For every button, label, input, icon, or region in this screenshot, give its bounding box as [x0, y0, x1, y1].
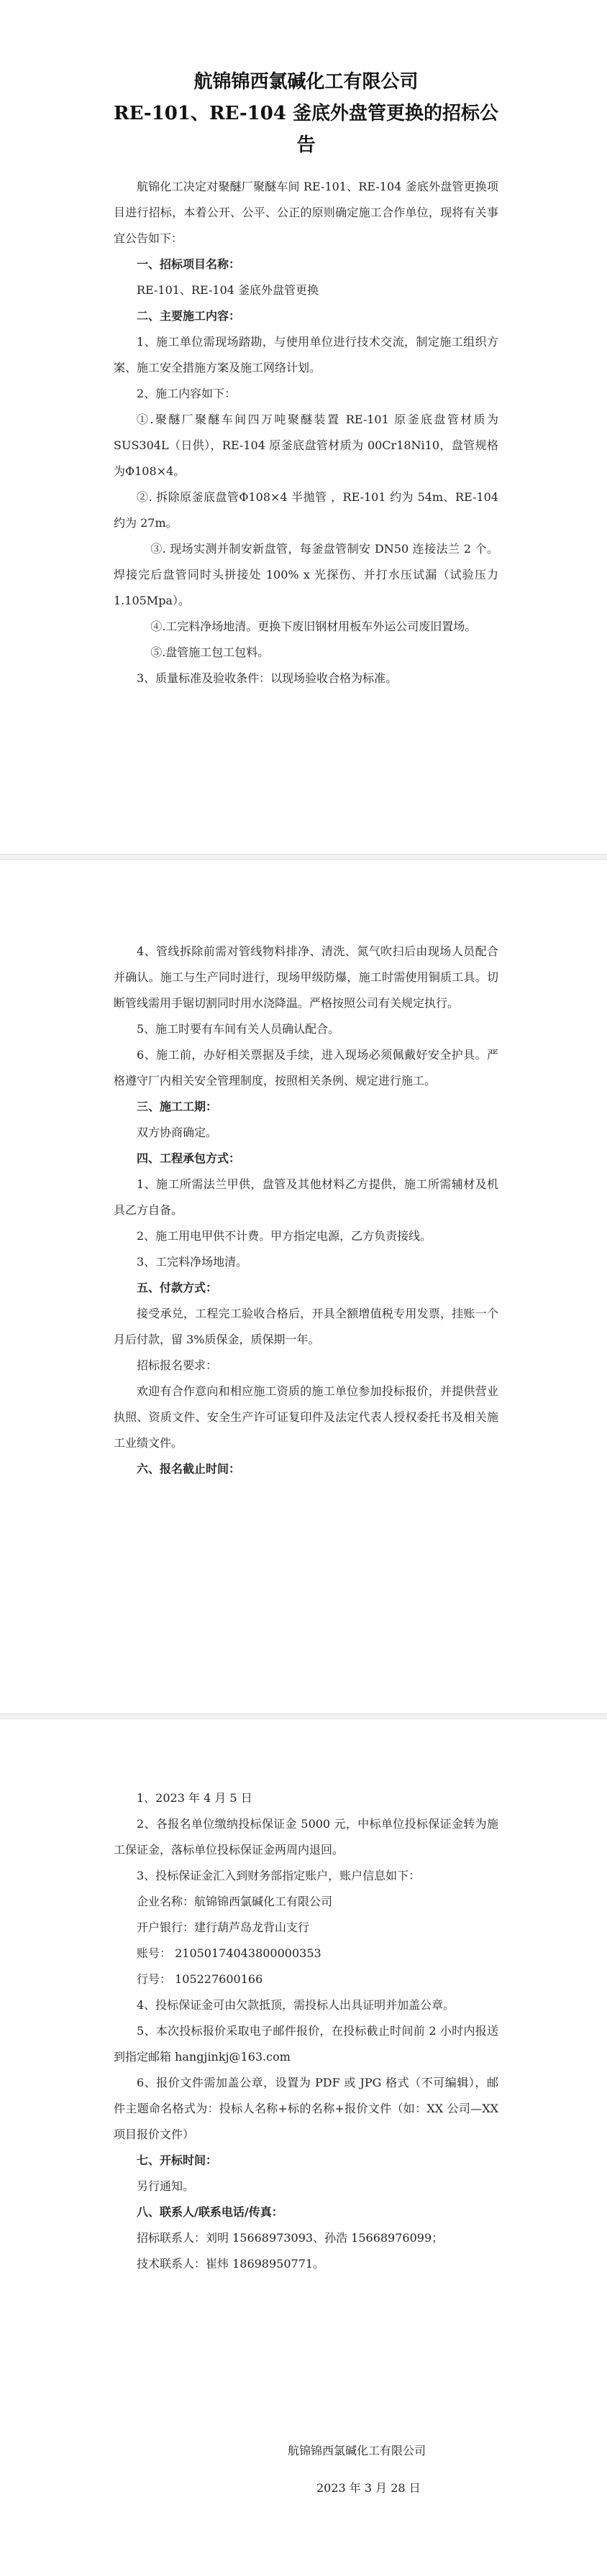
paragraph: 招标报名要求： [137, 1358, 218, 1372]
page-2-body [114, 939, 498, 1482]
paragraph: 另行通知。 [137, 2179, 195, 2193]
paragraph: RE-101、RE-104 釜底外盘管更换 [137, 283, 319, 297]
paragraph: 开户银行：建行葫芦岛龙背山支行 [137, 1920, 310, 1934]
paragraph: 5、本次投标报价采取电子邮件报价，在投标截止时间前 2 小时内报送到指定邮箱 hangjinkj@163.com [114, 2024, 498, 2064]
paragraph: 3、工完料净场地清。 [137, 1255, 248, 1269]
paragraph: 航锦化工决定对聚醚厂聚醚车间 RE-101、RE-104 釜底外盘管更换项目进行招标，本着公开、公平、公正的原则确定施工合作单位，现将有关事宜公告如下： [114, 180, 498, 245]
paragraph: 企业名称：航锦锦西氯碱化工有限公司 [137, 1895, 333, 1908]
title-announcement: RE-101、RE-104 釜底外盘管更换的招标公告 [114, 103, 498, 156]
paragraph: 6、施工前，办好相关票据及手续，进入现场必须佩戴好安全护具。严格遵守厂内相关安全管理制度，按照相关条例、规定进行施工。 [114, 1048, 498, 1087]
page-2-content [114, 939, 498, 1482]
paragraph: 1、2023 年 4 月 5 日 [137, 1791, 252, 1805]
section-heading: 六、报名截止时间： [137, 1462, 241, 1476]
page-2 [0, 860, 607, 1714]
title-company: 航锦锦西氯碱化工有限公司 [193, 71, 419, 93]
paragraph: 2、施工用电甲供不计费。甲方指定电源，乙方负责接线。 [137, 1229, 432, 1243]
signature-company: 航锦锦西氯碱化工有限公司 [288, 2444, 426, 2457]
page-separator [0, 1714, 607, 1719]
page-separator [0, 854, 607, 860]
paragraph: 4、投标保证金可由欠款抵顶，需投标人出具证明并加盖公章。 [137, 1998, 455, 2012]
paragraph: 接受承兑，工程完工验收合格后，开具全额增值税专用发票，挂账一个月后付款，留 3%质保金，质保期一年。 [114, 1307, 498, 1346]
paragraph: ③. 现场实测并制安新盘管，每釜盘管制安 DN50 连接法兰 2 个。焊接完后盘管同时头拼接处 100% x 光探伤、并打水压试漏（试验压力1.105Mpa）。 [114, 542, 498, 607]
page-1-body [114, 174, 498, 691]
signature-date: 2023 年 3 月 28 日 [316, 2481, 421, 2495]
paragraph: 4、管线拆除前需对管线物料排净、清洗、氮气吹扫后由现场人员配合并确认。施工与生产同时进行，现场甲级防爆，施工时需使用铜质工具。切断管线需用手锯切割同时用水浇降温。严格按照公司有关规定执行。 [114, 944, 498, 1010]
section-heading: 五、付款方式： [137, 1281, 218, 1294]
paragraph: 行号： 105227600166 [137, 1972, 263, 1986]
paragraph: ⑤.盘管施工包工包料。 [150, 645, 270, 659]
section-heading: 一、招标项目名称： [137, 257, 241, 271]
page-3 [0, 1719, 607, 2576]
paragraph: 1、施工单位需现场踏勘，与使用单位进行技术交流，制定施工组织方案、施工安全措施方案及施工网络计划。 [114, 335, 498, 374]
paragraph: 账号： 21050174043800000353 [137, 1946, 321, 1960]
paragraph: 3、投标保证金汇入到财务部指定账户，账户信息如下： [137, 1869, 421, 1882]
paragraph: 欢迎有合作意向和相应施工资质的施工单位参加投标报价，并提供营业执照、资质文件、安全生产许可证复印件及法定代表人授权委托书及相关施工业绩文件。 [114, 1384, 498, 1450]
section-heading: 七、开标时间： [137, 2153, 218, 2167]
paragraph: 2、各报名单位缴纳投标保证金 5000 元，中标单位投标保证金转为施工保证金，落标单位投标保证金两周内退回。 [114, 1817, 498, 1857]
section-heading: 八、联系人/联系电话/传真： [137, 2205, 283, 2219]
paragraph: ④.工完料净场地清。更换下废旧钢材用板车外运公司废旧置场。 [150, 620, 477, 633]
paragraph: 招标联系人：刘明 15668973093、孙浩 15668976099； [137, 2231, 444, 2245]
section-heading: 四、工程承包方式： [137, 1151, 241, 1165]
paragraph: 6、报价文件需加盖公章，设置为 PDF 或 JPG 格式（不可编辑），邮件主题命名格式为：投标人名称+标的名称+报价文件（如：XX 公司—XX 项目报价文件） [114, 2076, 498, 2141]
section-heading: 三、施工工期： [137, 1100, 218, 1113]
paragraph: 技术联系人：崔炜 18698950771。 [137, 2257, 325, 2271]
paragraph: 1、施工所需法兰甲供，盘管及其他材料乙方提供，施工所需辅材及机具乙方自备。 [114, 1177, 498, 1217]
paragraph: 双方协商确定。 [137, 1126, 218, 1139]
paragraph: 5、施工时要有车间有关人员确认配合。 [137, 1022, 340, 1036]
page-3-content [114, 1785, 498, 2277]
paragraph: ②. 拆除原釜底盘管Φ108×4 半拋管 ，RE-101 约为 54m、RE-104 约为 27m。 [114, 490, 498, 530]
paragraph: 2、施工内容如下： [137, 387, 237, 400]
paragraph: 3、质量标准及验收条件：以现场验收合格为标准。 [137, 671, 398, 685]
page-1-content [114, 66, 498, 691]
page-1 [0, 0, 607, 854]
page-3-body [114, 1785, 498, 2277]
paragraph: ①.聚醚厂聚醚车间四万吨聚醚装置 RE-101 原釜底盘管材质为SUS304L（日供），RE-104 原釜底盘管材质为 00Cr18Ni10，盘管规格为Φ108×4。 [114, 413, 498, 478]
section-heading: 二、主要施工内容： [137, 309, 241, 323]
